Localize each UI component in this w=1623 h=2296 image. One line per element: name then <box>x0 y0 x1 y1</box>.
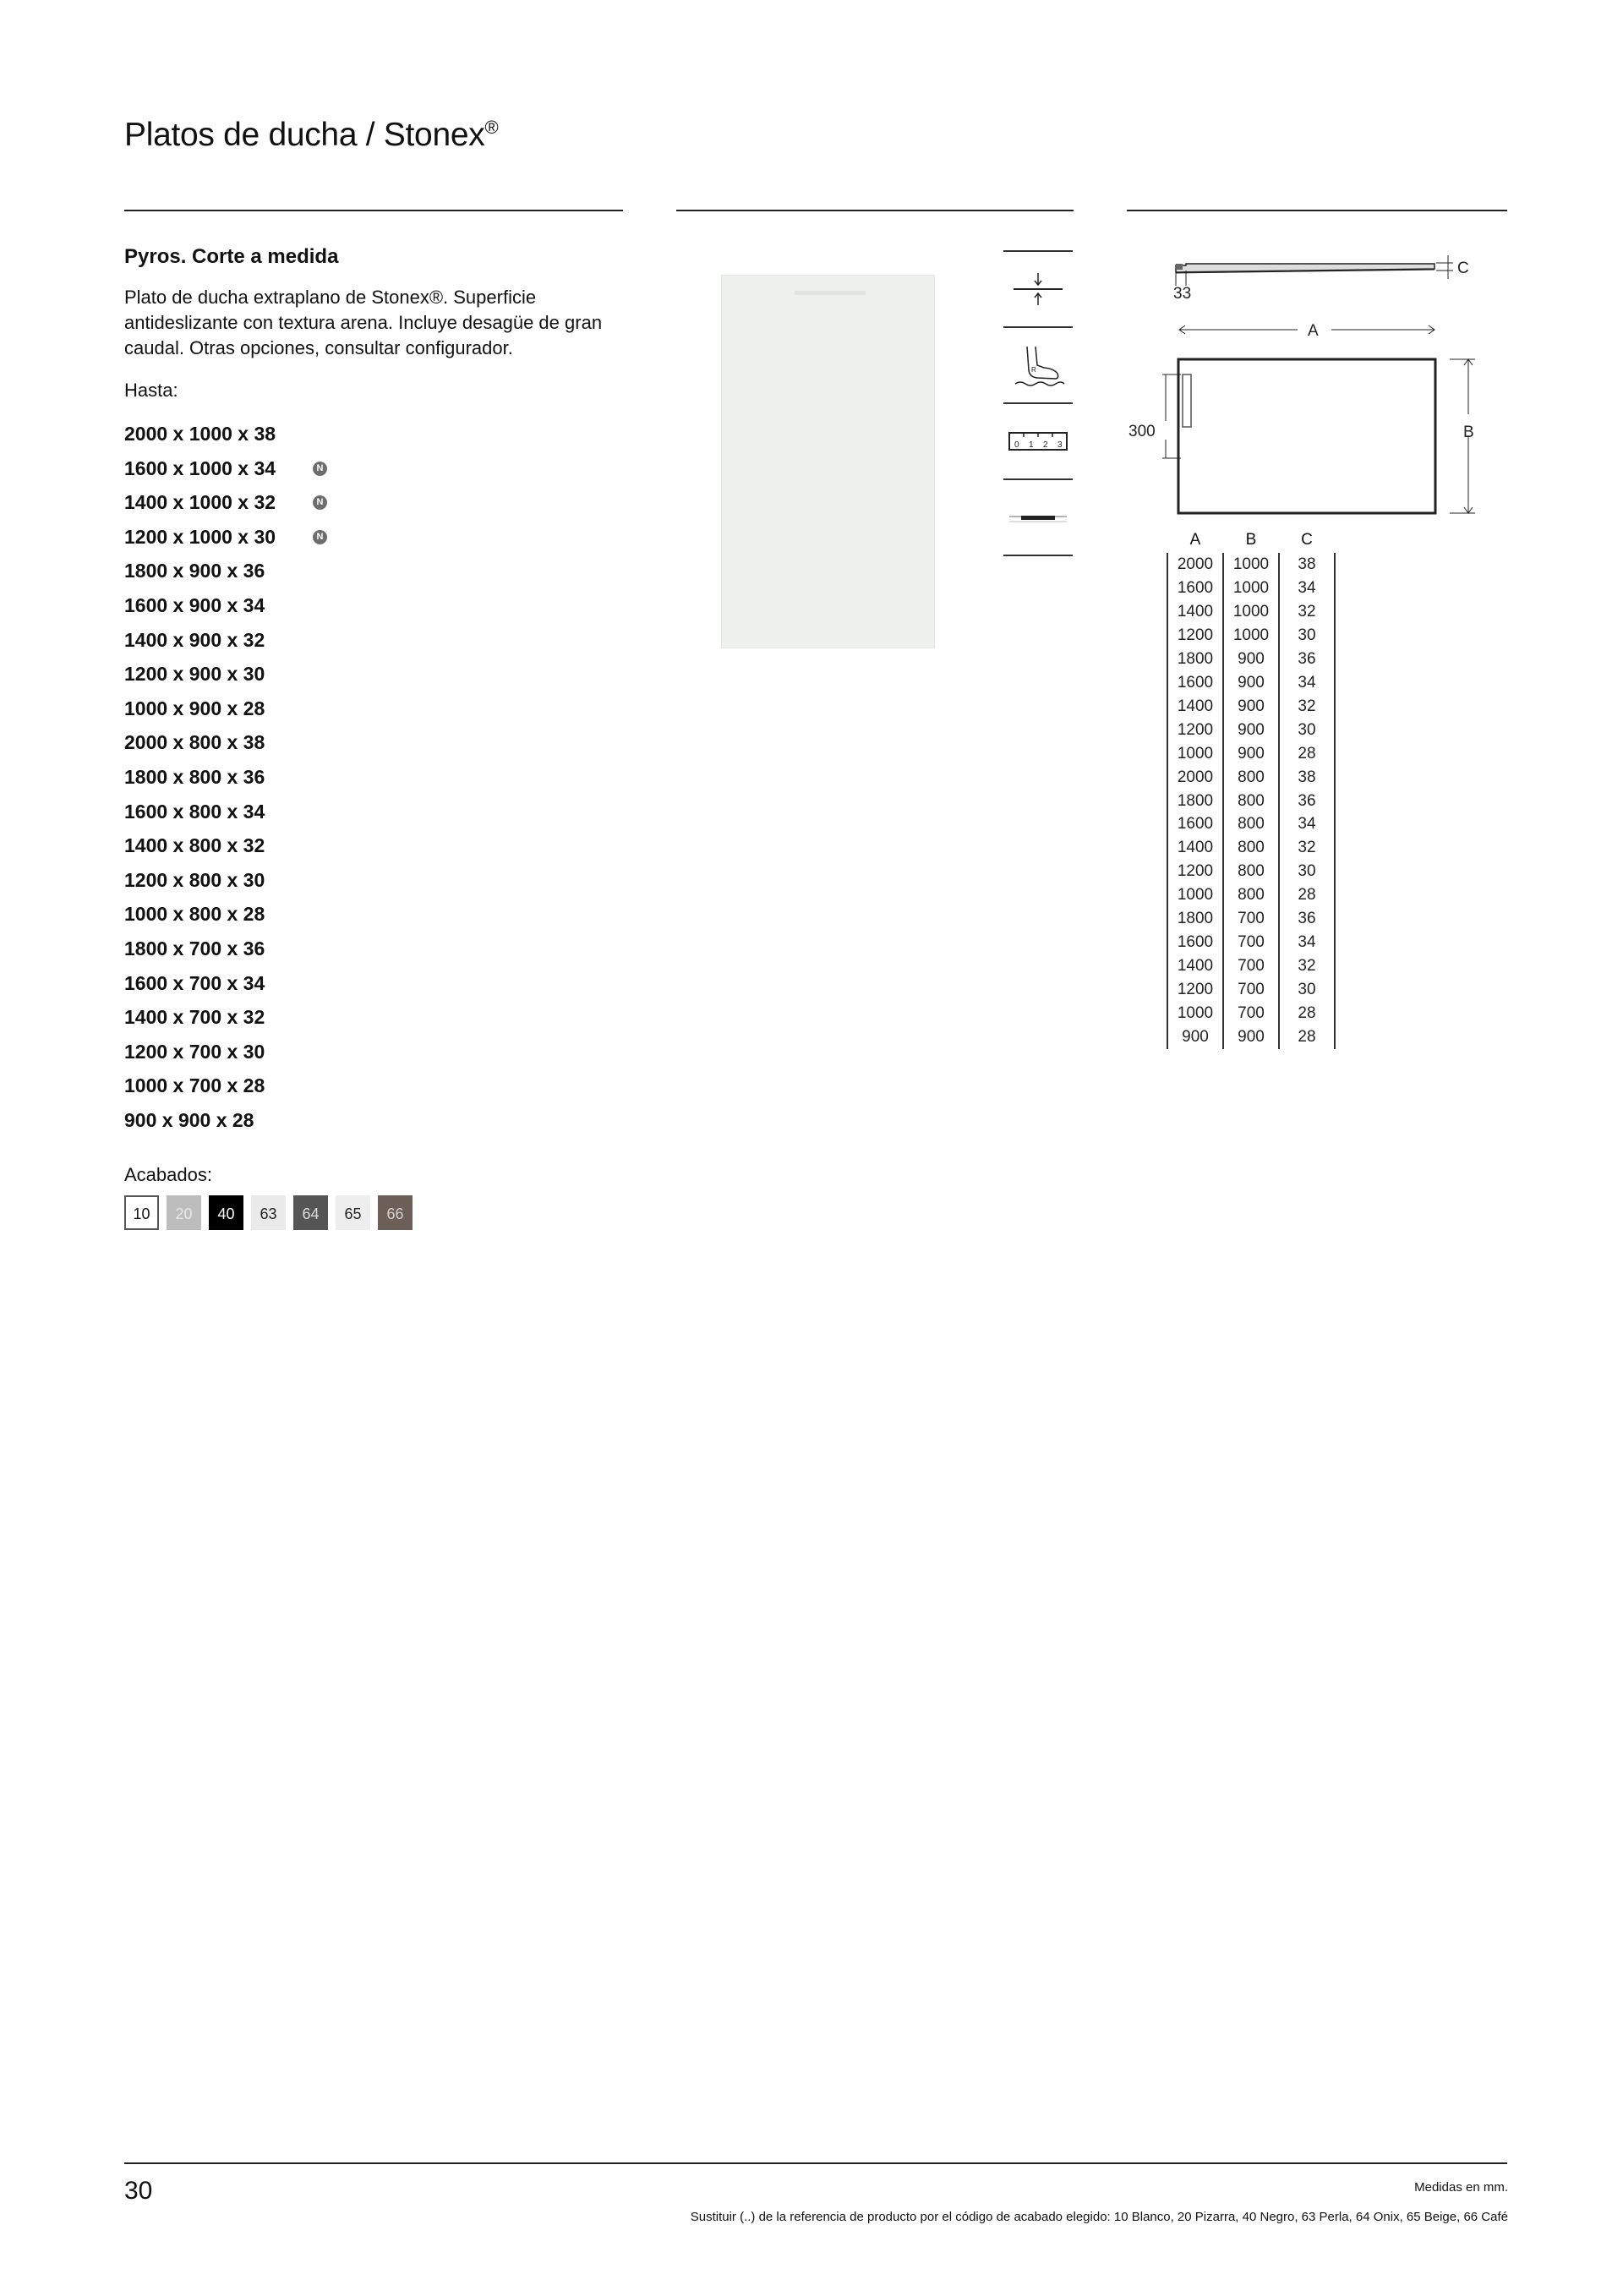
cell-c: 36 <box>1279 648 1335 671</box>
finish-swatch-20: 20 <box>167 1195 201 1230</box>
cell-a: 1400 <box>1167 600 1223 624</box>
table-row <box>1167 553 1335 577</box>
table-row <box>1167 671 1335 695</box>
table-row <box>1167 719 1335 742</box>
size-label: 1000 x 900 x 28 <box>124 697 265 719</box>
cell-a: 1800 <box>1167 907 1223 931</box>
ruler-digit: 0 <box>1014 440 1019 450</box>
table-row <box>1167 978 1335 1002</box>
finish-swatch-65: 65 <box>336 1195 370 1230</box>
ruler-digit: 1 <box>1029 440 1034 450</box>
table-row <box>1167 1025 1335 1049</box>
size-label: 1600 x 1000 x 34 <box>124 456 276 479</box>
cell-c: 28 <box>1279 883 1335 907</box>
cell-a: 1200 <box>1167 978 1223 1002</box>
extra-flat-icon <box>1003 250 1073 326</box>
size-item <box>124 832 276 866</box>
size-label: 2000 x 800 x 38 <box>124 731 265 754</box>
cell-a: 1000 <box>1167 1002 1223 1025</box>
new-badge: N <box>313 462 327 476</box>
size-label: 2000 x 1000 x 38 <box>124 423 276 445</box>
table-row <box>1167 931 1335 954</box>
cell-c: 32 <box>1279 600 1335 624</box>
table-row <box>1167 600 1335 624</box>
size-item <box>124 729 276 763</box>
dimension-33-label: 33 <box>1173 285 1192 303</box>
table-row <box>1167 766 1335 790</box>
cell-c: 32 <box>1279 836 1335 860</box>
cell-a: 1000 <box>1167 883 1223 907</box>
finish-swatch-66: 66 <box>378 1195 413 1230</box>
cell-a: 900 <box>1167 1025 1223 1049</box>
cell-b: 1000 <box>1223 553 1279 577</box>
flush-installation-icon <box>1003 478 1073 555</box>
icon-column-bottom-rule <box>1003 555 1073 556</box>
size-label: 1400 x 1000 x 32 <box>124 491 276 514</box>
page-title <box>124 117 498 154</box>
cell-b: 900 <box>1223 671 1279 695</box>
size-label: 1000 x 800 x 28 <box>124 903 265 926</box>
cell-a: 1600 <box>1167 577 1223 600</box>
size-label: 1200 x 800 x 30 <box>124 868 265 891</box>
size-label: 1600 x 700 x 34 <box>124 971 265 994</box>
cell-a: 1200 <box>1167 860 1223 883</box>
table-row <box>1167 907 1335 931</box>
cell-c: 36 <box>1279 907 1335 931</box>
size-item <box>124 695 276 730</box>
cell-c: 32 <box>1279 954 1335 978</box>
size-item <box>124 1107 276 1141</box>
table-row <box>1167 624 1335 648</box>
product-photo <box>721 275 935 648</box>
cell-a: 2000 <box>1167 553 1223 577</box>
cell-b: 700 <box>1223 1002 1279 1025</box>
cell-c: 30 <box>1279 719 1335 742</box>
cell-b: 700 <box>1223 907 1279 931</box>
cell-b: 1000 <box>1223 577 1279 600</box>
footer-rule <box>124 2162 1507 2164</box>
finish-swatch-63: 63 <box>251 1195 286 1230</box>
table-row <box>1167 836 1335 860</box>
table-header-row <box>1167 528 1335 553</box>
ruler-digit: 3 <box>1057 440 1063 450</box>
finish-reference-note: Sustituir (..) de la referencia de producto por el código de acabado elegido: 10 Blanco, 20 Pizarra, 40 Negro, 63 Perla, 64 Onix, 65 Beige, 66 Café <box>690 2210 1508 2224</box>
finish-swatches <box>124 1195 413 1230</box>
size-item <box>124 935 276 970</box>
size-label: 1200 x 900 x 30 <box>124 663 265 686</box>
table-row <box>1167 860 1335 883</box>
size-item <box>124 420 276 455</box>
table-row <box>1167 883 1335 907</box>
cell-a: 1400 <box>1167 954 1223 978</box>
cell-a: 1600 <box>1167 931 1223 954</box>
cell-c: 38 <box>1279 553 1335 577</box>
size-item <box>124 592 276 626</box>
cell-c: 38 <box>1279 766 1335 790</box>
cell-a: 1800 <box>1167 790 1223 813</box>
size-item <box>124 970 276 1004</box>
dimension-b-label: B <box>1463 424 1474 441</box>
feature-icons <box>1003 250 1073 556</box>
side-profile <box>1173 255 1500 303</box>
size-item <box>124 1003 276 1038</box>
cell-a: 1400 <box>1167 695 1223 719</box>
size-label: 1000 x 700 x 28 <box>124 1074 265 1097</box>
units-note: Medidas en mm. <box>1414 2180 1508 2195</box>
dimension-300-label: 300 <box>1128 423 1156 440</box>
cell-c: 28 <box>1279 1025 1335 1049</box>
column-rule-right <box>1127 210 1507 211</box>
cell-a: 1200 <box>1167 624 1223 648</box>
cell-b: 800 <box>1223 883 1279 907</box>
table-row <box>1167 954 1335 978</box>
table-row <box>1167 695 1335 719</box>
table-row <box>1167 648 1335 671</box>
size-item <box>124 1038 276 1073</box>
size-label: 1200 x 1000 x 30 <box>124 525 276 548</box>
finish-swatch-40: 40 <box>209 1195 243 1230</box>
cell-a: 1800 <box>1167 648 1223 671</box>
dimensions-table-body <box>1167 553 1335 1049</box>
size-item <box>124 455 324 489</box>
dimension-c-label: C <box>1457 260 1469 277</box>
size-label: 900 x 900 x 28 <box>124 1108 254 1131</box>
cell-b: 900 <box>1223 1025 1279 1049</box>
page-title-text: Platos de ducha / Stonex <box>124 117 485 153</box>
cell-b: 800 <box>1223 790 1279 813</box>
cell-b: 1000 <box>1223 624 1279 648</box>
size-label: 1400 x 900 x 32 <box>124 628 265 651</box>
cell-c: 34 <box>1279 577 1335 600</box>
size-label: 1800 x 800 x 36 <box>124 765 265 788</box>
size-item <box>124 660 276 695</box>
size-label: 1600 x 900 x 34 <box>124 593 265 616</box>
column-rule-left <box>124 210 623 211</box>
product-description: Plato de ducha extraplano de Stonex®. Superficie antideslizante con textura arena. Incluye desagüe de gran caudal. Otras opciones, consultar configurador. <box>124 287 603 358</box>
column-rule-middle <box>676 210 1074 211</box>
size-label: 1800 x 700 x 36 <box>124 937 265 959</box>
product-name: Pyros. Corte a medida <box>124 245 339 268</box>
cell-c: 32 <box>1279 695 1335 719</box>
size-item <box>124 626 276 661</box>
cell-c: 30 <box>1279 624 1335 648</box>
finish-swatch-64: 64 <box>293 1195 328 1230</box>
cell-b: 700 <box>1223 978 1279 1002</box>
cell-a: 1600 <box>1167 812 1223 836</box>
table-row <box>1167 790 1335 813</box>
cell-a: 1000 <box>1167 742 1223 766</box>
cell-b: 900 <box>1223 742 1279 766</box>
page-number: 30 <box>124 2177 153 2205</box>
cell-b: 700 <box>1223 931 1279 954</box>
table-row <box>1167 812 1335 836</box>
new-badge: N <box>313 495 327 510</box>
svg-text:R: R <box>1031 366 1036 374</box>
cell-c: 34 <box>1279 931 1335 954</box>
cell-c: 34 <box>1279 812 1335 836</box>
size-label: 1400 x 800 x 32 <box>124 834 265 857</box>
upto-label: Hasta: <box>124 380 178 401</box>
size-item <box>124 1072 276 1107</box>
table-row <box>1167 1002 1335 1025</box>
size-item <box>124 489 324 523</box>
size-item <box>124 763 276 798</box>
cell-b: 700 <box>1223 954 1279 978</box>
cell-c: 36 <box>1279 790 1335 813</box>
registered-mark: ® <box>484 117 499 138</box>
cell-b: 900 <box>1223 719 1279 742</box>
cell-b: 900 <box>1223 695 1279 719</box>
table-row <box>1167 742 1335 766</box>
column-header-c: C <box>1301 531 1313 549</box>
cell-c: 28 <box>1279 1002 1335 1025</box>
cell-b: 800 <box>1223 860 1279 883</box>
size-label: 1400 x 700 x 32 <box>124 1006 265 1029</box>
cell-c: 34 <box>1279 671 1335 695</box>
finishes-label: Acabados: <box>124 1164 212 1185</box>
cell-b: 800 <box>1223 812 1279 836</box>
dimensions-table <box>1167 528 1336 1049</box>
cell-a: 1600 <box>1167 671 1223 695</box>
size-list <box>124 420 324 1140</box>
cell-c: 28 <box>1279 742 1335 766</box>
size-label: 1800 x 900 x 36 <box>124 560 265 582</box>
cell-a: 1200 <box>1167 719 1223 742</box>
size-item <box>124 798 276 833</box>
size-item <box>124 900 276 935</box>
column-header-a: A <box>1189 531 1201 549</box>
size-item <box>124 523 324 558</box>
cell-b: 800 <box>1223 766 1279 790</box>
cell-a: 2000 <box>1167 766 1223 790</box>
cell-b: 800 <box>1223 836 1279 860</box>
size-label: 1600 x 800 x 34 <box>124 800 265 823</box>
technical-drawing <box>1128 245 1500 533</box>
dimension-a-label: A <box>1308 322 1319 340</box>
size-item <box>124 866 276 901</box>
table-row <box>1167 577 1335 600</box>
drain-grate <box>795 291 866 295</box>
cell-c: 30 <box>1279 860 1335 883</box>
ruler-digit: 2 <box>1043 440 1048 450</box>
size-label: 1200 x 700 x 30 <box>124 1040 265 1063</box>
cell-a: 1400 <box>1167 836 1223 860</box>
finish-swatch-10: 10 <box>124 1195 159 1230</box>
cell-b: 900 <box>1223 648 1279 671</box>
anti-slip-foot-icon <box>1003 326 1073 402</box>
cell-c: 30 <box>1279 978 1335 1002</box>
size-item <box>124 557 276 592</box>
new-badge: N <box>313 530 327 544</box>
column-header-b: B <box>1245 531 1257 549</box>
cut-to-measure-ruler-icon <box>1003 402 1073 478</box>
cell-b: 1000 <box>1223 600 1279 624</box>
plan-view <box>1128 322 1475 513</box>
